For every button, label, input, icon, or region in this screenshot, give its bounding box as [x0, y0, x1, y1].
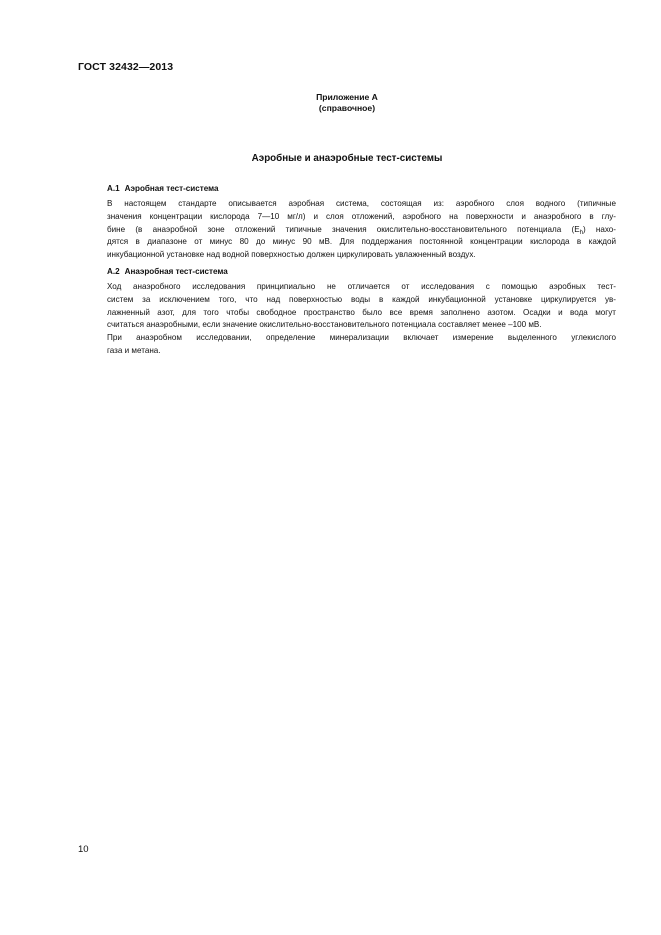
page-number: 10	[78, 844, 89, 855]
appendix-title: Приложение А	[316, 92, 378, 102]
section-a2-body	[78, 281, 616, 358]
section-number: А.1	[107, 184, 120, 193]
standard-code: ГОСТ 32432—2013	[78, 61, 174, 73]
text-line: значения концентрации кислорода 7—10 мг/л) и слоя отложений, аэробного на поверхности и анаэробного в глу-	[107, 211, 616, 221]
text-line: считаться анаэробными, если значение окислительно-восстановительного потенциала составляет менее –100 мВ.	[107, 320, 542, 330]
text-line: При анаэробном исследовании, определение минерализации включает измерение выделенного углекислого	[107, 333, 616, 343]
section-number: А.2	[107, 267, 120, 276]
eh-subscript: h	[579, 229, 583, 236]
main-title: Аэробные и анаэробные тест-системы	[251, 153, 443, 164]
text-line-part: бине (в анаэробной зоне отложений типичные значения окислительно-восстановительного потенциала (E	[107, 224, 580, 234]
section-a1-body	[78, 198, 616, 262]
paragraph	[78, 281, 616, 332]
text-line: систем за исключением того, что над поверхностью воды в каждой инкубационной установке циркулируется ув-	[107, 294, 616, 304]
text-line	[78, 224, 616, 237]
paragraph	[78, 332, 616, 358]
section-heading-a2	[107, 266, 228, 279]
text-line: Ход анаэробного исследования принципиально не отличается от исследования с помощью аэробных тест-	[107, 282, 616, 291]
section-heading-text: Анаэробная тест-система	[124, 267, 228, 276]
text-line: лажненный азот, для того чтобы свободное пространство было все время заполнено азотом. Осадки и вода могут	[107, 307, 616, 317]
text-line: газа и метана.	[107, 345, 161, 355]
section-heading-a1	[107, 183, 219, 196]
paragraph	[78, 198, 616, 262]
text-line: дятся в диапазоне от минус 80 до минус 90 мВ. Для поддержания постоянной концентрации кислорода в каждой	[107, 237, 616, 247]
text-line: инкубационной установке над водной поверхностью должен циркулировать увлажненный воздух.	[107, 250, 476, 260]
text-line-part: ) нахо-	[582, 224, 617, 234]
appendix-type: (справочное)	[318, 103, 376, 113]
section-heading-text: Аэробная тест-система	[124, 184, 219, 193]
text-line: В настоящем стандарте описывается аэробная система, состоящая из: аэробного слоя водного (типичные	[107, 199, 616, 208]
